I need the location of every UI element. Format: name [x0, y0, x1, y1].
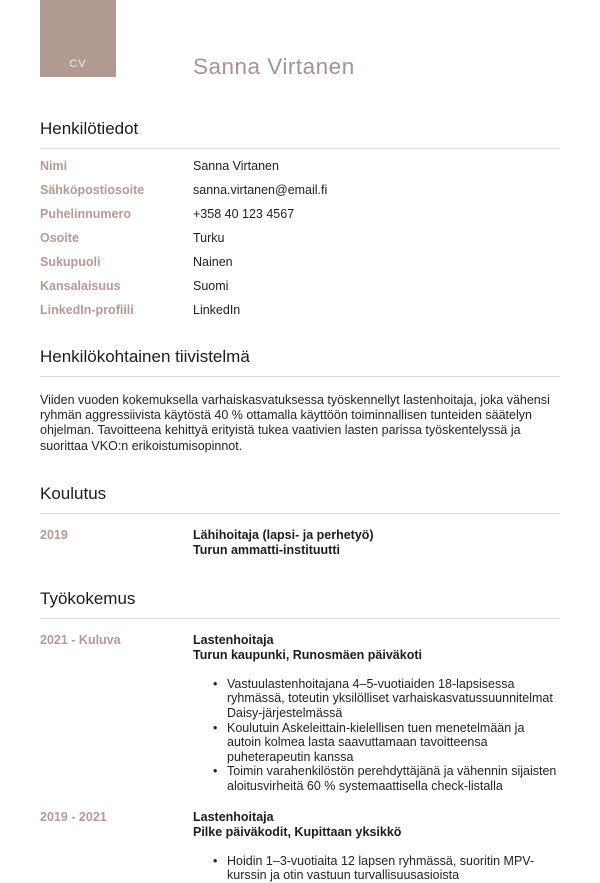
field-label: Sukupuoli	[40, 255, 101, 269]
field-row-email	[40, 184, 560, 197]
experience-entry-body	[193, 810, 560, 883]
section-heading-personal: Henkilötiedot	[40, 119, 560, 149]
experience-bullet: • Hoidin 1–3-vuotiaita 12 lapsen ryhmässä, suoritin MPV-kurssin ja otin vastuun turvallisuusasioista	[193, 854, 560, 883]
experience-organization: Pilke päiväkodit, Kupittaan yksikkö	[193, 825, 402, 840]
section-heading-experience: Työkokemus	[40, 589, 560, 619]
field-label: LinkedIn-profiili	[40, 303, 134, 317]
field-row-address	[40, 232, 560, 245]
section-summary	[40, 347, 560, 454]
field-row-gender	[40, 256, 560, 269]
experience-role: Lastenhoitaja	[193, 809, 274, 824]
field-value: Sanna Virtanen	[193, 159, 279, 173]
summary-paragraph: Viiden vuoden kokemuksella varhaiskasvatuksessa työskennellyt lastenhoitaja, joka vähensi ryhmän aggressiivista käytöstä 40 % ottamalla käyttöön toiminnallisen tunteiden säätelyn ohjelman. Tavoitteena kehittyä erityistä tukea vaativien lasten parissa työskentelyssä ja suorittaa VKO:n erikoistumisopinnot.	[40, 393, 550, 453]
section-personal-details	[40, 119, 560, 317]
experience-period: 2019 - 2021	[40, 809, 107, 824]
education-entry	[40, 528, 560, 559]
section-education	[40, 484, 560, 559]
field-label: Osoite	[40, 231, 79, 245]
field-row-name	[40, 160, 560, 173]
section-heading-education: Koulutus	[40, 484, 560, 514]
experience-bullet: • Vastuulastenhoitajana 4–5-vuotiaiden 18-lapsisessa ryhmässä, toteutin yksilölliset varhaiskasvatussuunnitelmat Daisy-järjestelmässä	[193, 677, 560, 721]
field-label: Puhelinnumero	[40, 207, 131, 221]
experience-bullet-list	[193, 677, 560, 794]
experience-bullet: • Toimin varahenkilöstön perehdyttäjänä ja vähennin sijaisten aloitusvirheitä 60 % systemaattisella check-listalla	[193, 764, 560, 793]
field-value: +358 40 123 4567	[193, 207, 295, 221]
experience-entry-previous	[40, 810, 560, 883]
experience-entry-body	[193, 633, 560, 794]
section-experience	[40, 589, 560, 883]
field-value: Suomi	[193, 279, 229, 293]
field-value: Turku	[193, 231, 225, 245]
cv-logo-badge	[40, 0, 116, 77]
field-row-nationality	[40, 280, 560, 293]
cv-logo-label: CV	[69, 58, 87, 70]
experience-bullet-list	[193, 854, 560, 883]
field-row-linkedin	[40, 304, 560, 317]
experience-role: Lastenhoitaja	[193, 632, 274, 647]
field-label: Nimi	[40, 159, 68, 173]
experience-organization: Turun kaupunki, Runosmäen päiväkoti	[193, 648, 422, 663]
education-degree: Lähihoitaja (lapsi- ja perhetyö)	[193, 527, 374, 542]
education-period: 2019	[40, 527, 68, 542]
education-entry-body	[193, 528, 374, 559]
field-row-phone	[40, 208, 560, 221]
field-label: Sähköpostiosoite	[40, 183, 145, 197]
field-label: Kansalaisuus	[40, 279, 121, 293]
cv-content	[40, 77, 560, 883]
experience-entry-current	[40, 633, 560, 794]
section-heading-summary: Henkilökohtainen tiivistelmä	[40, 347, 560, 377]
experience-period: 2021 - Kuluva	[40, 632, 121, 647]
education-institution: Turun ammatti-instituutti	[193, 543, 340, 558]
field-value: Nainen	[193, 255, 233, 269]
experience-bullet: • Koulutuin Askeleittain-kielellisen tuen menetelmään ja autoin kolmea lasta saavuttamaan tavoitteensa puheterapeutin kanssa	[193, 721, 560, 765]
field-value: sanna.virtanen@email.fi	[193, 183, 328, 197]
linkedin-value: LinkedIn	[193, 303, 241, 317]
page-title: Sanna Virtanen	[193, 54, 355, 79]
personal-fields	[40, 160, 560, 317]
